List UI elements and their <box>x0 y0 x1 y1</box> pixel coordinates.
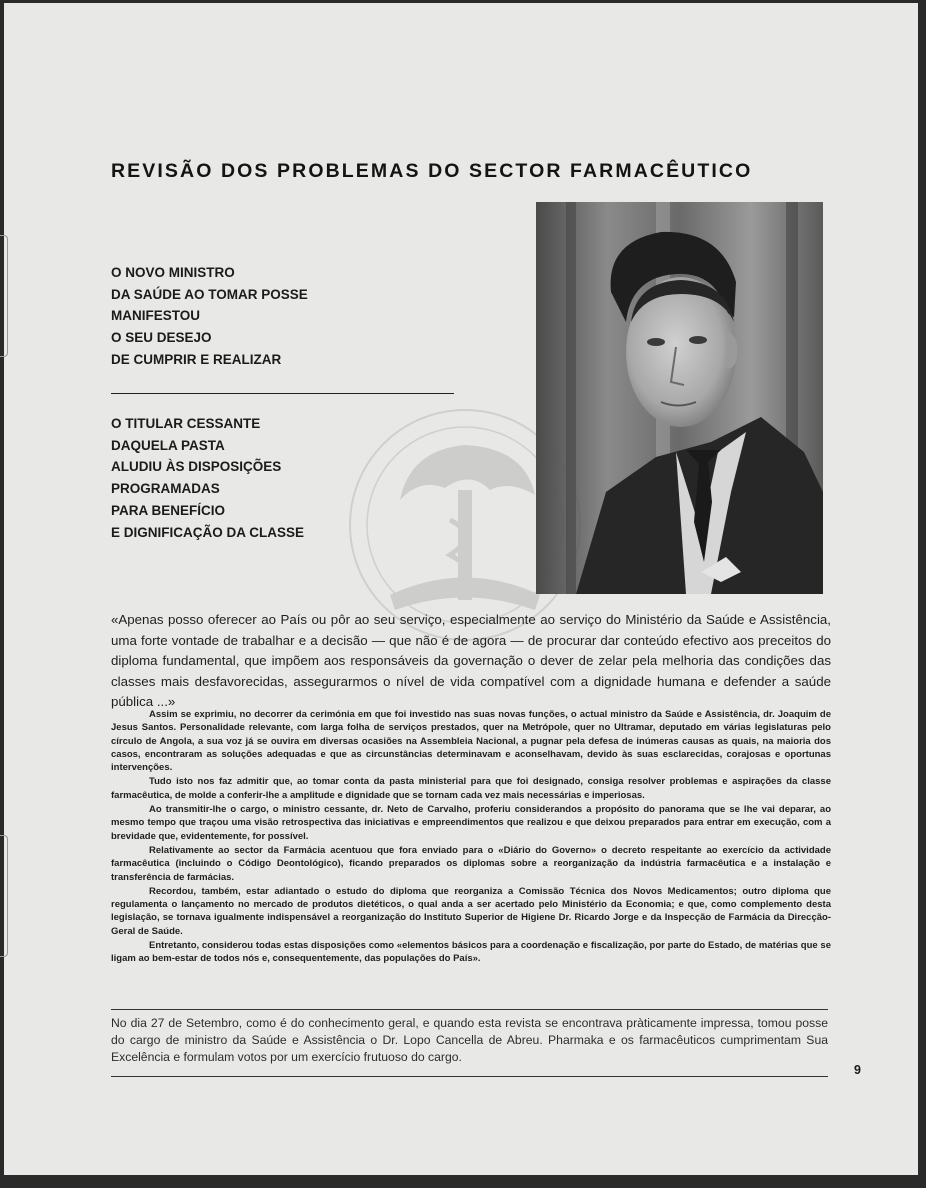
headline-line: DE CUMPRIR E REALIZAR <box>111 351 282 367</box>
headline-line: O NOVO MINISTRO <box>111 265 235 280</box>
page-number: 9 <box>854 1063 861 1077</box>
binder-hole-top <box>0 235 8 357</box>
headline-line: DAQUELA PASTA <box>111 437 225 453</box>
article-title: REVISÃO DOS PROBLEMAS DO SECTOR FARMACÊUTICO <box>111 160 753 182</box>
body-paragraph: Recordou, também, estar adiantado o estudo do diploma que reorganiza a Comissão Técnica dos Novos Medicamentos; outro diploma que regulamenta o lançamento no mercado de produtos dietéticos, o qual anda a ser acertado pelo Ministério da Economia; e que, como complemento desta legislação, se tornava igualmente indispensável a reorganização do Instituto Superior de Higiene Dr. Ricardo Jorge e da Inspecção de Farmácia da Direcção-Geral de Saúde. <box>111 885 831 937</box>
headline-line: MANIFESTOU <box>111 308 201 324</box>
headline-line: DA SAÚDE AO TOMAR POSSE <box>111 286 308 302</box>
body-paragraph: Relativamente ao sector da Farmácia acentuou que fora enviado para o «Diário do Governo» o decreto respeitante ao exercício da actividade farmacêutica (incluindo o Código Deontológico), ficando preparados os diplomas sobre a reorganização da indústria farmacêutica e a instalação e transferência de farmácias. <box>111 844 831 883</box>
binder-hole-bottom <box>0 835 8 957</box>
headline-line: O SEU DESEJO <box>111 330 212 346</box>
headline-line: ALUDIU ÀS DISPOSIÇÕES <box>111 459 282 475</box>
headline-line: PARA BENEFÍCIO <box>111 502 226 518</box>
body-paragraph: Entretanto, considerou todas estas disposições como «elementos básicos para a coordenação e fiscalização, por parte do Estado, de matérias que se ligam ao bem-estar de todos nós e, consequentemente, das populações do País». <box>111 940 831 965</box>
headline-new-minister <box>111 262 441 371</box>
article-body <box>111 708 831 967</box>
headline-line: E DIGNIFICAÇÃO DA CLASSE <box>111 524 305 540</box>
note-bottom-rule <box>111 1076 828 1077</box>
body-paragraph: Assim se exprimiu, no decorrer da cerimónia em que foi investido nas suas novas funções, o actual ministro da Saúde e Assistência, dr. Joaquim de Jesus Santos. Personalidade relevante, com larga folha de serviços prestados, quer na Metrópole, quer no Ultramar, deputado em várias legislaturas pelo círculo de Angola, a sua voz já se ouvira em diversas ocasiões na Assembleia Nacional, a pugnar pela defesa de inúmeras causas as quais, na maioria dos casos, encontraram as soluções adequadas e que as circunstâncias determinavam e aconselhavam, devido às suas esclarecidas, corajosas e oportunas intervenções. <box>111 709 831 774</box>
minister-quote: «Apenas posso oferecer ao País ou pôr ao seu serviço, especialmente ao serviço do Ministério da Saúde e Assistência, uma forte vontade de trabalhar e a decisão — que não é de agora — de procurar dar conteúdo efectivo aos preceitos do diploma fundamental, que impõem aos responsáveis da governação o dever de zelar pela melhoria das condições das classes mais desfavorecidas, assegurarmos o nível de vida compatível com a dignidade humana e defender a saúde pública ...» <box>111 612 831 709</box>
editorial-note: No dia 27 de Setembro, como é do conhecimento geral, e quando esta revista se encontrava pràticamente impressa, tomou posse do cargo de ministro da Saúde e Assistência o Dr. Lopo Cancella de Abreu. Pharmaka e os farmacêuticos cumprimentam Sua Excelência e formulam votos por um exercício frutuoso do cargo. <box>111 1016 828 1064</box>
headline-line: O TITULAR CESSANTE <box>111 416 261 431</box>
body-paragraph: Ao transmitir-lhe o cargo, o ministro cessante, dr. Neto de Carvalho, proferiu considerandos a propósito do panorama que se lhe vai deparar, ao mesmo tempo que traçou uma visão retrospectiva das iniciativas e empreendimentos que realizou e que deixou preparados para entrar em execução, com a brevidade que, evidentemente, for possível. <box>111 804 831 842</box>
body-paragraph: Tudo isto nos faz admitir que, ao tomar conta da pasta ministerial para que foi designado, consiga resolver problemas e aspirações da classe farmacêutica, de molde a conferir-lhe a amplitude e dignidade que se tornam cada vez mais necessárias e imperiosas. <box>111 776 831 801</box>
headline-line: PROGRAMADAS <box>111 481 220 497</box>
note-top-rule <box>111 1009 828 1010</box>
